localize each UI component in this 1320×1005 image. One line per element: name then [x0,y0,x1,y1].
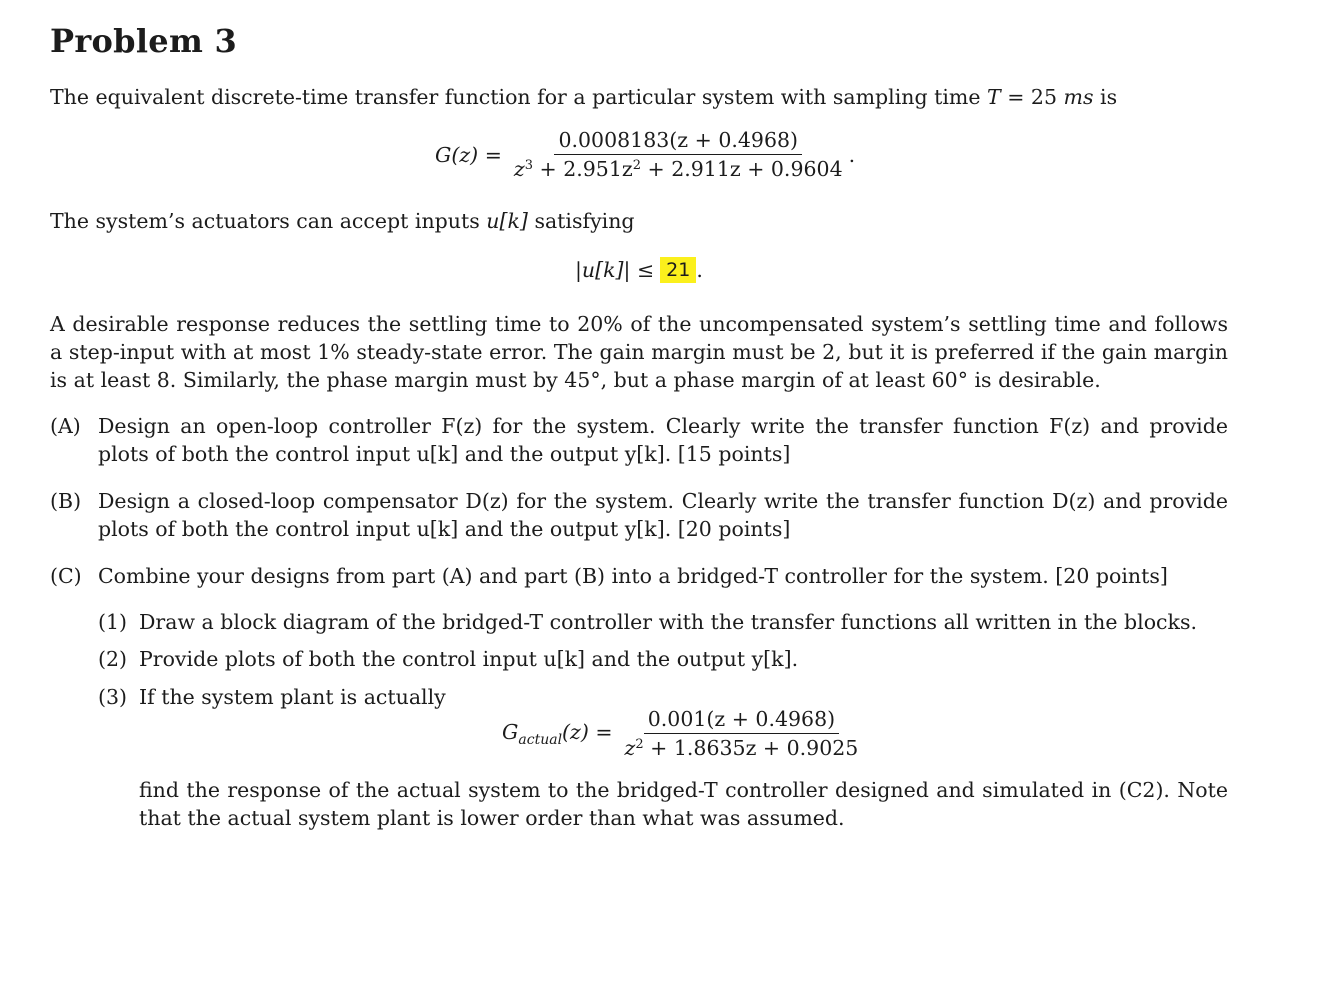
part-c-text: Combine your designs from part (A) and part (B) into a bridged-T controller for the system. [20 points] [98,564,1168,588]
eq-gactual-g: G [502,719,519,744]
eq-gactual-subscript: actual [518,731,563,748]
eq-g-den-exp3: 3 [524,158,533,173]
constraint-period: . [696,258,703,282]
subpart-2-text: Provide plots of both the control input u[k] and the output y[k]. [139,647,799,671]
eq-gactual-fraction [621,707,863,760]
actuator-var: u[k] [486,209,528,233]
eq-gactual-numerator: 0.001(z + 0.4968) [644,707,839,734]
eq-gactual-den-exp: 2 [635,737,644,752]
closing-paragraph: find the response of the actual system to the bridged-T controller designed and simulated in (C2). Note that the actual system plant is lower order than what was assumed. [139,778,1228,830]
actual-plant-transfer-function [502,707,864,760]
page-title: Problem 3 [50,22,238,60]
intro-paragraph [50,83,1228,111]
part-a [50,412,1228,468]
eq-gactual-lhs [502,720,613,748]
plant-transfer-function [435,128,855,181]
constraint-lhs: |u[k]| ≤ [575,258,655,282]
input-constraint-equation [575,257,703,283]
eq-g-den-term3: + 2.911z + 0.9604 [647,157,843,181]
eq-g-denominator [510,155,847,181]
constraint-bound-highlight: 21 [660,257,696,283]
sampling-time-value: = 25 [1007,85,1057,109]
subpart-2-label: (2) [98,647,128,671]
intro-prefix: The equivalent discrete-time transfer function for a particular system with sampling time [50,85,981,109]
sampling-time-unit: ms [1063,85,1094,109]
subpart-1-label: (1) [98,610,128,634]
eq-g-den-z: z [513,157,525,181]
subpart-3-text: If the system plant is actually [139,685,446,709]
part-b-label: (B) [50,489,82,513]
actuator-text-b: satisfying [534,209,635,233]
eq-g-lhs: G(z) = [435,142,502,167]
actuator-text-a: The system’s actuators can accept inputs [50,209,480,233]
specification-paragraph: A desirable response reduces the settling time to 20% of the uncompensated system’s settling time and follows a step-input with at most 1% steady-state error. The gain margin must be 2, but it is preferred if the gain margin is at least 8. Similarly, the phase margin must by 45°, but a phase margin of at least 60° is desirable. [50,312,1228,392]
part-c-label: (C) [50,564,82,588]
eq-g-period: . [848,142,856,167]
part-c [50,562,1228,590]
sampling-time-symbol: T [987,85,1001,109]
subpart-2 [98,645,1228,673]
eq-g-den-term2: + 2.951z [539,157,633,181]
part-b [50,487,1228,543]
eq-gactual-den-rest: + 1.8635z + 0.9025 [650,736,859,760]
eq-g-fraction [510,128,847,181]
part-a-text: Design an open-loop controller F(z) for the system. Clearly write the transfer function F(z) and provide plots of both the control input u[k] and the output y[k]. [15 points] [98,414,1228,466]
part-a-label: (A) [50,414,81,438]
eq-g-numerator: 0.0008183(z + 0.4968) [554,128,802,155]
part-b-text: Design a closed-loop compensator D(z) for the system. Clearly write the transfer function D(z) and provide plots of both the control input u[k] and the output y[k]. [20 points] [98,489,1228,541]
subpart-1-text: Draw a block diagram of the bridged-T controller with the transfer functions all written in the blocks. [139,610,1197,634]
subpart-3-label: (3) [98,685,128,709]
eq-gactual-rest: (z) = [562,719,613,744]
eq-g-den-exp2: 2 [632,158,641,173]
subpart-1 [98,608,1228,636]
eq-gactual-den-z: z [624,736,636,760]
actuator-paragraph [50,207,1228,235]
eq-gactual-denominator [621,734,863,760]
intro-suffix: is [1100,85,1118,109]
